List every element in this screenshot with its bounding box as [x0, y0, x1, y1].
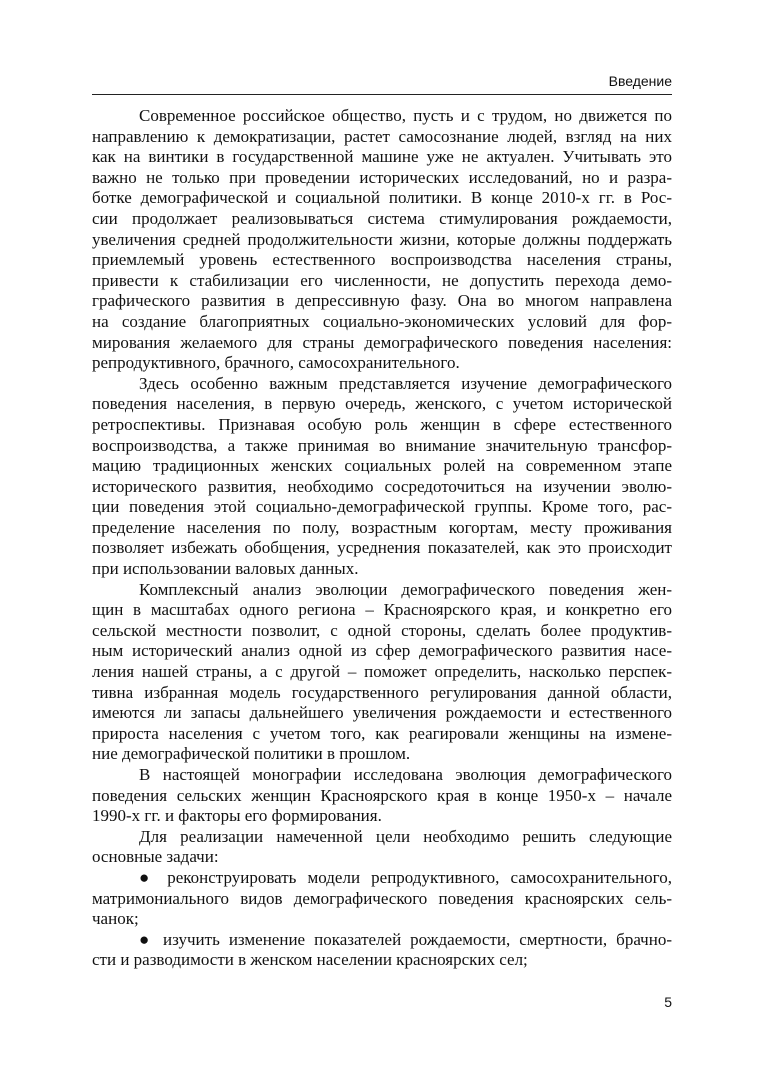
text-line: поведения сельских женщин Красноярского края в конце 1950-х – начале — [92, 785, 672, 805]
page-number: 5 — [664, 994, 672, 1010]
text-line: ние демографической политики в прошлом. — [92, 744, 411, 764]
text-line: важно не только при проведении исторических исследований, но и разра- — [92, 167, 672, 187]
paragraph — [92, 580, 672, 765]
bullet-item — [92, 930, 672, 971]
text-line: 1990-х гг. и факторы его формирования. — [92, 806, 382, 826]
text-line: Современное российское общество, пусть и с трудом, но движется по — [139, 106, 672, 125]
paragraph — [92, 374, 672, 580]
text-line: позволяет избежать обобщения, усреднения показателей, как это происходит — [92, 538, 672, 558]
text-line: Комплексный анализ эволюции демографического поведения жен- — [139, 579, 672, 599]
text-line: тивна избранная модель государственного регулирования данной области, — [92, 682, 672, 702]
paragraph — [92, 765, 672, 827]
text-line: воспроизводства, а также принимая во внимание значительную трансфор- — [92, 435, 672, 455]
text-line: ретроспективы. Признавая особую роль женщин в сфере естественного — [92, 414, 672, 434]
text-line: чанок; — [92, 909, 139, 929]
text-line: имеются ли запасы дальнейшего увеличения рождаемости и естественного — [92, 703, 672, 723]
text-line: ным исторический анализ одной из сфер демографического развития насе- — [92, 641, 672, 661]
text-line: репродуктивного, брачного, самосохранительного. — [92, 353, 460, 373]
text-line: Для реализации намеченной цели необходимо решить следующие — [139, 826, 672, 846]
text-line: сельской местности позволит, с одной стороны, сделать более продуктив- — [92, 620, 672, 640]
text-line: ления нашей страны, а с другой – поможет определить, насколько перспек- — [92, 662, 672, 682]
text-line: ботке демографической и социальной политики. В конце 2010-х гг. в Рос- — [92, 188, 672, 208]
text-line: исторического развития, необходимо сосредоточиться на изучении эволю- — [92, 476, 672, 496]
text-line: при использовании валовых данных. — [92, 559, 359, 579]
paragraph — [92, 827, 672, 868]
paragraph — [92, 106, 672, 374]
text-line: прироста населения с учетом того, как реагировали женщины на измене- — [92, 723, 672, 743]
text-line: поведения населения, в первую очередь, женского, с учетом исторической — [92, 394, 672, 414]
text-line: матримониального видов демографического поведения красноярских сель- — [92, 888, 672, 908]
text-line: основные задачи: — [92, 847, 219, 867]
text-line: графического развития в депрессивную фазу. Она во многом направлена — [92, 291, 672, 311]
text-line: как на винтики в государственной машине уже не актуален. Учитывать это — [92, 147, 672, 167]
text-line: ции поведения этой социально-демографической группы. Кроме того, рас- — [92, 497, 672, 517]
text-line: направлению к демократизации, растет самосознание людей, взгляд на них — [92, 126, 672, 146]
text-line: сии продолжает реализовываться система стимулирования рождаемости, — [92, 208, 672, 228]
text-line: мирования желаемого для страны демографического поведения населения: — [92, 332, 672, 352]
text-line: щин в масштабах одного региона – Красноярского края, и конкретно его — [92, 600, 672, 620]
header-rule — [92, 94, 672, 95]
bullet-item — [92, 868, 672, 930]
text-line: пределение населения по полу, возрастным когортам, месту проживания — [92, 517, 672, 537]
text-line: В настоящей монографии исследована эволюция демографического — [139, 765, 672, 784]
text-line: Здесь особенно важным представляется изучение демографического — [139, 373, 672, 393]
body-text — [92, 106, 672, 971]
running-head: Введение — [608, 73, 672, 89]
text-line: ● реконструировать модели репродуктивного, самосохранительного, — [139, 867, 672, 887]
text-line: на создание благоприятных социально-экономических условий для фор- — [92, 311, 672, 331]
text-line: ● изучить изменение показателей рождаемости, смертности, брачно- — [139, 929, 672, 949]
text-line: привести к стабилизации его численности, не допустить перехода демо- — [92, 270, 672, 290]
text-line: сти и разводимости в женском населении красноярских сел; — [92, 950, 528, 970]
text-line: мацию традиционных женских социальных ролей на современном этапе — [92, 456, 672, 476]
text-line: увеличения средней продолжительности жизни, которые должны поддержать — [92, 229, 672, 249]
text-line: приемлемый уровень естественного воспроизводства населения страны, — [92, 250, 672, 270]
